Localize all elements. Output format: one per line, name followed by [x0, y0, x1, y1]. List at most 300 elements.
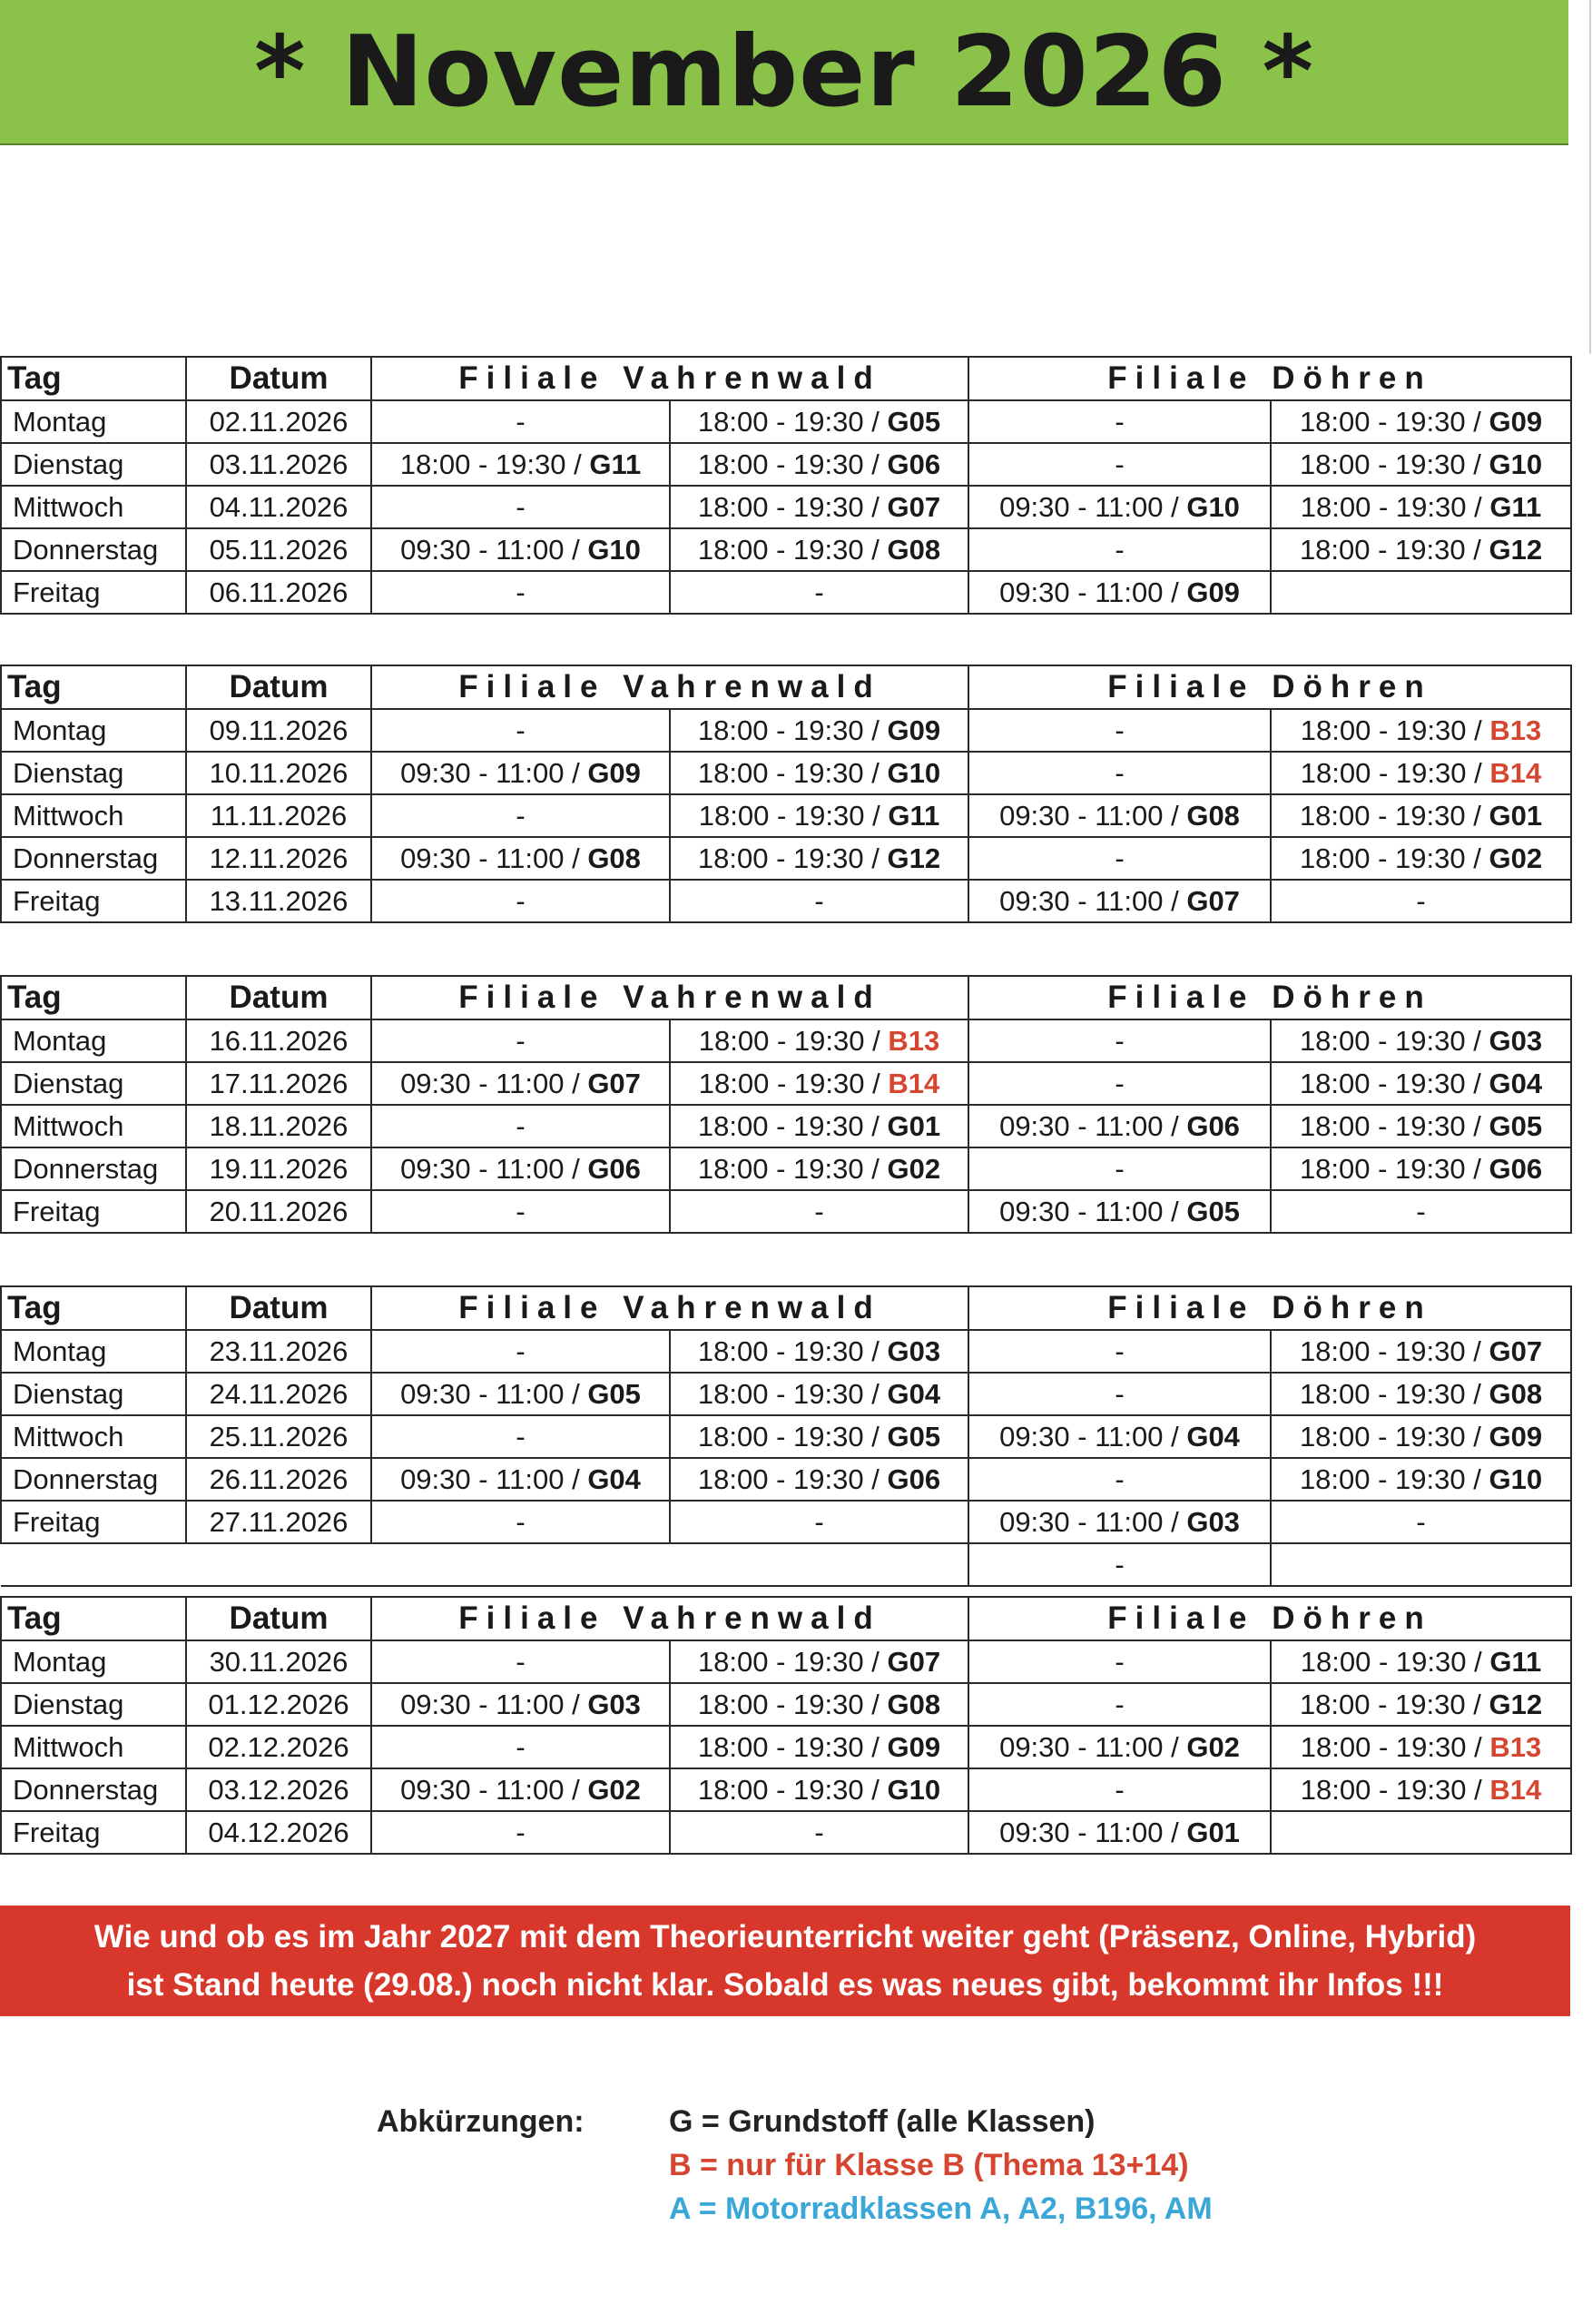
vahrenwald-slot: - — [371, 1726, 670, 1768]
table-row — [1, 880, 1571, 922]
date-cell: 12.11.2026 — [186, 837, 371, 880]
date-cell: 10.11.2026 — [186, 752, 371, 794]
vahrenwald-slot — [670, 1105, 968, 1147]
course-code: G07 — [1186, 884, 1240, 917]
slot-time: 18:00 - 19:30 / — [697, 714, 888, 746]
header-datum: Datum — [186, 1286, 371, 1330]
course-code: B14 — [1489, 1773, 1542, 1806]
course-code: G09 — [1489, 405, 1543, 438]
doehren-slot: - — [1271, 880, 1571, 922]
date-cell: 20.11.2026 — [186, 1190, 371, 1233]
vahrenwald-slot — [371, 1458, 670, 1501]
doehren-slot: - — [968, 528, 1271, 571]
week-table — [0, 356, 1572, 615]
week-table — [0, 975, 1572, 1234]
course-code: G05 — [1489, 1109, 1543, 1142]
table-row — [1, 794, 1571, 837]
table-row — [1, 1373, 1571, 1415]
day-cell: Freitag — [1, 1501, 186, 1543]
vahrenwald-slot — [670, 1373, 968, 1415]
vahrenwald-slot — [670, 1683, 968, 1726]
date-cell: 19.11.2026 — [186, 1147, 371, 1190]
date-cell: 06.11.2026 — [186, 571, 371, 614]
course-code: B13 — [888, 1024, 940, 1057]
header-vahrenwald: Filiale Vahrenwald — [371, 1597, 968, 1640]
doehren-slot: - — [968, 1458, 1271, 1501]
vahrenwald-slot: - — [371, 1019, 670, 1062]
vahrenwald-slot — [670, 443, 968, 486]
table-row — [1, 1062, 1571, 1105]
course-code: G08 — [887, 533, 941, 566]
course-code: G12 — [1489, 1688, 1543, 1720]
slot-time: 09:30 - 11:00 / — [400, 1688, 588, 1720]
slot-time: 09:30 - 11:00 / — [999, 1420, 1187, 1452]
slot-time: 18:00 - 19:30 / — [698, 1067, 889, 1099]
slot-time: 18:00 - 19:30 / — [697, 1420, 888, 1452]
doehren-slot: - — [968, 1147, 1271, 1190]
slot-time: 09:30 - 11:00 / — [999, 1195, 1187, 1227]
slot-time: 18:00 - 19:30 / — [697, 1462, 888, 1495]
doehren-slot: - — [968, 752, 1271, 794]
vahrenwald-slot: - — [371, 1190, 670, 1233]
vahrenwald-slot — [670, 1726, 968, 1768]
course-code: G11 — [589, 448, 642, 480]
day-cell: Montag — [1, 1640, 186, 1683]
doehren-slot — [1271, 528, 1571, 571]
slot-time: 09:30 - 11:00 / — [999, 1109, 1187, 1142]
day-cell: Dienstag — [1, 1683, 186, 1726]
table-row — [1, 1147, 1571, 1190]
spacer-cell: - — [968, 1543, 1271, 1586]
vahrenwald-slot — [670, 1330, 968, 1373]
date-cell: 16.11.2026 — [186, 1019, 371, 1062]
vahrenwald-slot — [670, 1640, 968, 1683]
slot-time: 18:00 - 19:30 / — [698, 1024, 889, 1057]
vahrenwald-slot — [371, 528, 670, 571]
table-row — [1, 1726, 1571, 1768]
vahrenwald-slot: - — [371, 1811, 670, 1854]
table-row — [1, 571, 1571, 614]
date-cell: 24.11.2026 — [186, 1373, 371, 1415]
header-tag: Tag — [1, 1597, 186, 1640]
header-vahrenwald: Filiale Vahrenwald — [371, 357, 968, 400]
course-code: G02 — [887, 1152, 941, 1185]
table-row — [1, 1330, 1571, 1373]
slot-time: 18:00 - 19:30 / — [1300, 714, 1490, 746]
course-code: G01 — [1489, 799, 1543, 832]
course-code: G10 — [1186, 490, 1240, 523]
legend-g: G = Grundstoff (alle Klassen) — [669, 2104, 1096, 2139]
day-cell: Mittwoch — [1, 1726, 186, 1768]
day-cell: Freitag — [1, 571, 186, 614]
doehren-slot: - — [968, 709, 1271, 752]
course-code: G03 — [1489, 1024, 1543, 1057]
header-tag: Tag — [1, 1286, 186, 1330]
day-cell: Dienstag — [1, 1373, 186, 1415]
slot-time: 18:00 - 19:30 / — [1299, 1109, 1489, 1142]
slot-time: 18:00 - 19:30 / — [1299, 1420, 1489, 1452]
course-code: G06 — [1186, 1109, 1240, 1142]
course-code: B14 — [1489, 756, 1542, 789]
course-code: G03 — [887, 1334, 941, 1367]
header-tag: Tag — [1, 976, 186, 1019]
table-row — [1, 486, 1571, 528]
vahrenwald-slot: - — [670, 1190, 968, 1233]
doehren-slot — [968, 794, 1271, 837]
slot-time: 18:00 - 19:30 / — [1299, 533, 1489, 566]
header-datum: Datum — [186, 357, 371, 400]
doehren-slot — [1271, 1683, 1571, 1726]
course-code: G03 — [587, 1688, 641, 1720]
course-code: B13 — [1489, 714, 1542, 746]
slot-time: 18:00 - 19:30 / — [1300, 1645, 1490, 1678]
course-code: G08 — [1186, 799, 1240, 832]
course-code: G09 — [887, 714, 941, 746]
vahrenwald-slot — [371, 1062, 670, 1105]
slot-time: 18:00 - 19:30 / — [1299, 799, 1489, 832]
vahrenwald-slot: - — [371, 794, 670, 837]
course-code: G06 — [887, 1462, 941, 1495]
doehren-slot — [968, 486, 1271, 528]
date-cell: 04.11.2026 — [186, 486, 371, 528]
vahrenwald-slot — [670, 752, 968, 794]
date-cell: 18.11.2026 — [186, 1105, 371, 1147]
date-cell: 25.11.2026 — [186, 1415, 371, 1458]
doehren-slot: - — [1271, 1190, 1571, 1233]
vahrenwald-slot: - — [371, 1415, 670, 1458]
day-cell: Dienstag — [1, 443, 186, 486]
page-title: * November 2026 * — [254, 15, 1314, 129]
vahrenwald-slot — [670, 837, 968, 880]
doehren-slot — [968, 1501, 1271, 1543]
doehren-slot — [968, 880, 1271, 922]
course-code: G04 — [887, 1377, 941, 1410]
table-row — [1, 1458, 1571, 1501]
slot-time: 18:00 - 19:30 / — [1300, 1730, 1490, 1763]
vahrenwald-slot: - — [670, 1501, 968, 1543]
day-cell: Donnerstag — [1, 1458, 186, 1501]
course-code: G10 — [887, 1773, 941, 1806]
table-row — [1, 1811, 1571, 1854]
course-code: G08 — [587, 842, 641, 874]
doehren-slot — [1271, 400, 1571, 443]
doehren-slot — [968, 1105, 1271, 1147]
slot-time: 18:00 - 19:30 / — [697, 1773, 888, 1806]
day-cell: Montag — [1, 1019, 186, 1062]
slot-time: 18:00 - 19:30 / — [1299, 405, 1489, 438]
vahrenwald-slot: - — [371, 400, 670, 443]
doehren-slot — [1271, 1062, 1571, 1105]
course-code: G05 — [1186, 1195, 1240, 1227]
course-code: G01 — [887, 1109, 941, 1142]
course-code: G05 — [887, 1420, 941, 1452]
date-cell: 01.12.2026 — [186, 1683, 371, 1726]
header-doehren: Filiale Döhren — [968, 665, 1571, 709]
date-cell: 03.11.2026 — [186, 443, 371, 486]
slot-time: 18:00 - 19:30 / — [399, 448, 590, 480]
header-vahrenwald: Filiale Vahrenwald — [371, 1286, 968, 1330]
doehren-slot — [968, 1811, 1271, 1854]
course-code: G04 — [1186, 1420, 1240, 1452]
course-code: G02 — [1489, 842, 1543, 874]
slot-time: 09:30 - 11:00 / — [999, 884, 1187, 917]
slot-time: 18:00 - 19:30 / — [697, 842, 888, 874]
course-code: G04 — [1489, 1067, 1543, 1099]
table-row — [1, 1190, 1571, 1233]
doehren-slot — [1271, 1330, 1571, 1373]
vahrenwald-slot — [371, 1768, 670, 1811]
vahrenwald-slot: - — [670, 571, 968, 614]
date-cell: 02.12.2026 — [186, 1726, 371, 1768]
slot-time: 18:00 - 19:30 / — [697, 1688, 888, 1720]
table-row — [1, 1768, 1571, 1811]
course-code: G11 — [888, 799, 940, 832]
header-row — [1, 1286, 1571, 1330]
day-cell: Mittwoch — [1, 794, 186, 837]
doehren-slot — [1271, 1458, 1571, 1501]
course-code: G01 — [1186, 1816, 1240, 1848]
day-cell: Montag — [1, 1330, 186, 1373]
doehren-slot: - — [968, 1640, 1271, 1683]
date-cell: 23.11.2026 — [186, 1330, 371, 1373]
vahrenwald-slot — [371, 1147, 670, 1190]
course-code: G10 — [887, 756, 941, 789]
table-row — [1, 528, 1571, 571]
header-doehren: Filiale Döhren — [968, 1597, 1571, 1640]
slot-time: 09:30 - 11:00 / — [400, 842, 588, 874]
slot-time: 18:00 - 19:30 / — [697, 533, 888, 566]
slot-time: 18:00 - 19:30 / — [697, 1109, 888, 1142]
slot-time: 18:00 - 19:30 / — [1299, 1152, 1489, 1185]
doehren-slot — [1271, 1768, 1571, 1811]
slot-time: 09:30 - 11:00 / — [400, 1067, 588, 1099]
slot-time: 18:00 - 19:30 / — [1299, 842, 1489, 874]
table-row — [1, 837, 1571, 880]
course-code: G05 — [887, 405, 941, 438]
course-code: G10 — [1489, 1462, 1543, 1495]
doehren-slot: - — [1271, 1501, 1571, 1543]
table-row — [1, 1019, 1571, 1062]
slot-time: 18:00 - 19:30 / — [1299, 448, 1489, 480]
title-banner — [0, 0, 1568, 145]
day-cell: Donnerstag — [1, 1768, 186, 1811]
doehren-slot — [1271, 443, 1571, 486]
vahrenwald-slot — [670, 709, 968, 752]
vahrenwald-slot — [670, 528, 968, 571]
vahrenwald-slot — [371, 1683, 670, 1726]
header-datum: Datum — [186, 665, 371, 709]
day-cell: Dienstag — [1, 1062, 186, 1105]
vahrenwald-slot — [371, 443, 670, 486]
header-doehren: Filiale Döhren — [968, 1286, 1571, 1330]
vahrenwald-slot: - — [371, 1105, 670, 1147]
spacer-cell — [670, 1543, 968, 1586]
doehren-slot: - — [968, 1683, 1271, 1726]
course-code: G07 — [1489, 1334, 1543, 1367]
day-cell: Mittwoch — [1, 1105, 186, 1147]
slot-time: 09:30 - 11:00 / — [999, 1505, 1187, 1538]
header-tag: Tag — [1, 357, 186, 400]
doehren-slot: - — [968, 1062, 1271, 1105]
doehren-slot — [968, 1415, 1271, 1458]
doehren-slot — [1271, 752, 1571, 794]
slot-time: 09:30 - 11:00 / — [400, 1773, 588, 1806]
course-code: G08 — [887, 1688, 941, 1720]
week-table — [0, 1285, 1572, 1587]
vahrenwald-slot: - — [371, 880, 670, 922]
course-code: G02 — [587, 1773, 641, 1806]
day-cell: Dienstag — [1, 752, 186, 794]
day-cell: Freitag — [1, 880, 186, 922]
doehren-slot — [968, 1726, 1271, 1768]
course-code: G11 — [1489, 1645, 1542, 1678]
slot-time: 09:30 - 11:00 / — [400, 1462, 588, 1495]
doehren-slot — [1271, 571, 1571, 614]
slot-time: 18:00 - 19:30 / — [1299, 1334, 1489, 1367]
table-row — [1, 1105, 1571, 1147]
vahrenwald-slot: - — [371, 1640, 670, 1683]
doehren-slot — [1271, 486, 1571, 528]
course-code: G08 — [1489, 1377, 1543, 1410]
header-row — [1, 665, 1571, 709]
table-row — [1, 1683, 1571, 1726]
edge-line — [1589, 0, 1591, 354]
vahrenwald-slot: - — [670, 880, 968, 922]
table-row — [1, 1415, 1571, 1458]
date-cell: 17.11.2026 — [186, 1062, 371, 1105]
course-code: G07 — [887, 1645, 941, 1678]
header-datum: Datum — [186, 1597, 371, 1640]
day-cell: Freitag — [1, 1811, 186, 1854]
course-code: G05 — [587, 1377, 641, 1410]
vahrenwald-slot — [670, 1062, 968, 1105]
course-code: G09 — [887, 1730, 941, 1763]
doehren-slot: - — [968, 400, 1271, 443]
vahrenwald-slot: - — [371, 486, 670, 528]
course-code: G03 — [1186, 1505, 1240, 1538]
date-cell: 13.11.2026 — [186, 880, 371, 922]
slot-time: 09:30 - 11:00 / — [400, 1152, 588, 1185]
day-cell: Montag — [1, 709, 186, 752]
course-code: B14 — [888, 1067, 940, 1099]
course-code: G12 — [1489, 533, 1543, 566]
header-datum: Datum — [186, 976, 371, 1019]
spacer-cell — [371, 1543, 670, 1586]
course-code: G09 — [1186, 576, 1240, 608]
doehren-slot — [968, 1190, 1271, 1233]
header-doehren: Filiale Döhren — [968, 976, 1571, 1019]
doehren-slot: - — [968, 443, 1271, 486]
vahrenwald-slot — [670, 794, 968, 837]
spacer-row — [1, 1543, 1571, 1586]
doehren-slot: - — [968, 1330, 1271, 1373]
slot-time: 09:30 - 11:00 / — [400, 533, 588, 566]
doehren-slot — [1271, 1373, 1571, 1415]
course-code: G06 — [887, 448, 941, 480]
vahrenwald-slot: - — [371, 1330, 670, 1373]
doehren-slot — [1271, 794, 1571, 837]
slot-time: 18:00 - 19:30 / — [1300, 756, 1490, 789]
date-cell: 02.11.2026 — [186, 400, 371, 443]
vahrenwald-slot — [670, 1019, 968, 1062]
course-code: G02 — [1186, 1730, 1240, 1763]
legend-b: B = nur für Klasse B (Thema 13+14) — [669, 2148, 1189, 2182]
vahrenwald-slot — [670, 1147, 968, 1190]
slot-time: 09:30 - 11:00 / — [999, 1816, 1187, 1848]
course-code: G12 — [887, 842, 941, 874]
vahrenwald-slot — [670, 1415, 968, 1458]
slot-time: 18:00 - 19:30 / — [1300, 490, 1490, 523]
slot-time: 09:30 - 11:00 / — [400, 1377, 588, 1410]
slot-time: 18:00 - 19:30 / — [697, 1334, 888, 1367]
course-code: G07 — [887, 490, 941, 523]
course-code: G06 — [587, 1152, 641, 1185]
slot-time: 18:00 - 19:30 / — [1299, 1462, 1489, 1495]
vahrenwald-slot — [670, 400, 968, 443]
vahrenwald-slot — [371, 752, 670, 794]
course-code: G07 — [587, 1067, 641, 1099]
date-cell: 05.11.2026 — [186, 528, 371, 571]
day-cell: Freitag — [1, 1190, 186, 1233]
doehren-slot: - — [968, 1768, 1271, 1811]
slot-time: 18:00 - 19:30 / — [697, 1152, 888, 1185]
doehren-slot: - — [968, 1019, 1271, 1062]
vahrenwald-slot: - — [670, 1811, 968, 1854]
course-code: G09 — [1489, 1420, 1543, 1452]
slot-time: 18:00 - 19:30 / — [697, 756, 888, 789]
slot-time: 18:00 - 19:30 / — [697, 1377, 888, 1410]
slot-time: 09:30 - 11:00 / — [999, 576, 1187, 608]
slot-time: 09:30 - 11:00 / — [999, 490, 1187, 523]
notice-line-2: ist Stand heute (29.08.) noch nicht klar. Sobald es was neues gibt, bekommt ihr Infos !!! — [126, 1967, 1444, 2003]
date-cell: 09.11.2026 — [186, 709, 371, 752]
doehren-slot — [1271, 1640, 1571, 1683]
day-cell: Mittwoch — [1, 1415, 186, 1458]
slot-time: 18:00 - 19:30 / — [697, 448, 888, 480]
header-row — [1, 1597, 1571, 1640]
slot-time: 18:00 - 19:30 / — [1299, 1688, 1489, 1720]
vahrenwald-slot — [670, 486, 968, 528]
table-row — [1, 1501, 1571, 1543]
header-row — [1, 357, 1571, 400]
course-code: G09 — [587, 756, 641, 789]
legend-a: A = Motorradklassen A, A2, B196, AM — [669, 2191, 1213, 2226]
table-row — [1, 752, 1571, 794]
vahrenwald-slot — [670, 1768, 968, 1811]
doehren-slot: - — [968, 1373, 1271, 1415]
slot-time: 18:00 - 19:30 / — [697, 1645, 888, 1678]
date-cell: 11.11.2026 — [186, 794, 371, 837]
vahrenwald-slot — [371, 837, 670, 880]
date-cell: 03.12.2026 — [186, 1768, 371, 1811]
vahrenwald-slot: - — [371, 571, 670, 614]
vahrenwald-slot — [670, 1458, 968, 1501]
date-cell: 27.11.2026 — [186, 1501, 371, 1543]
header-tag: Tag — [1, 665, 186, 709]
slot-time: 18:00 - 19:30 / — [1299, 1067, 1489, 1099]
slot-time: 18:00 - 19:30 / — [697, 1730, 888, 1763]
day-cell: Montag — [1, 400, 186, 443]
header-vahrenwald: Filiale Vahrenwald — [371, 665, 968, 709]
spacer-cell — [1271, 1543, 1571, 1586]
course-code: G10 — [1489, 448, 1543, 480]
slot-time: 09:30 - 11:00 / — [999, 799, 1187, 832]
course-code: G04 — [587, 1462, 641, 1495]
doehren-slot — [1271, 1105, 1571, 1147]
notice-line-1: Wie und ob es im Jahr 2027 mit dem Theorieunterricht weiter geht (Präsenz, Online, Hybrid) — [93, 1919, 1477, 1955]
date-cell: 04.12.2026 — [186, 1811, 371, 1854]
course-code: G06 — [1489, 1152, 1543, 1185]
